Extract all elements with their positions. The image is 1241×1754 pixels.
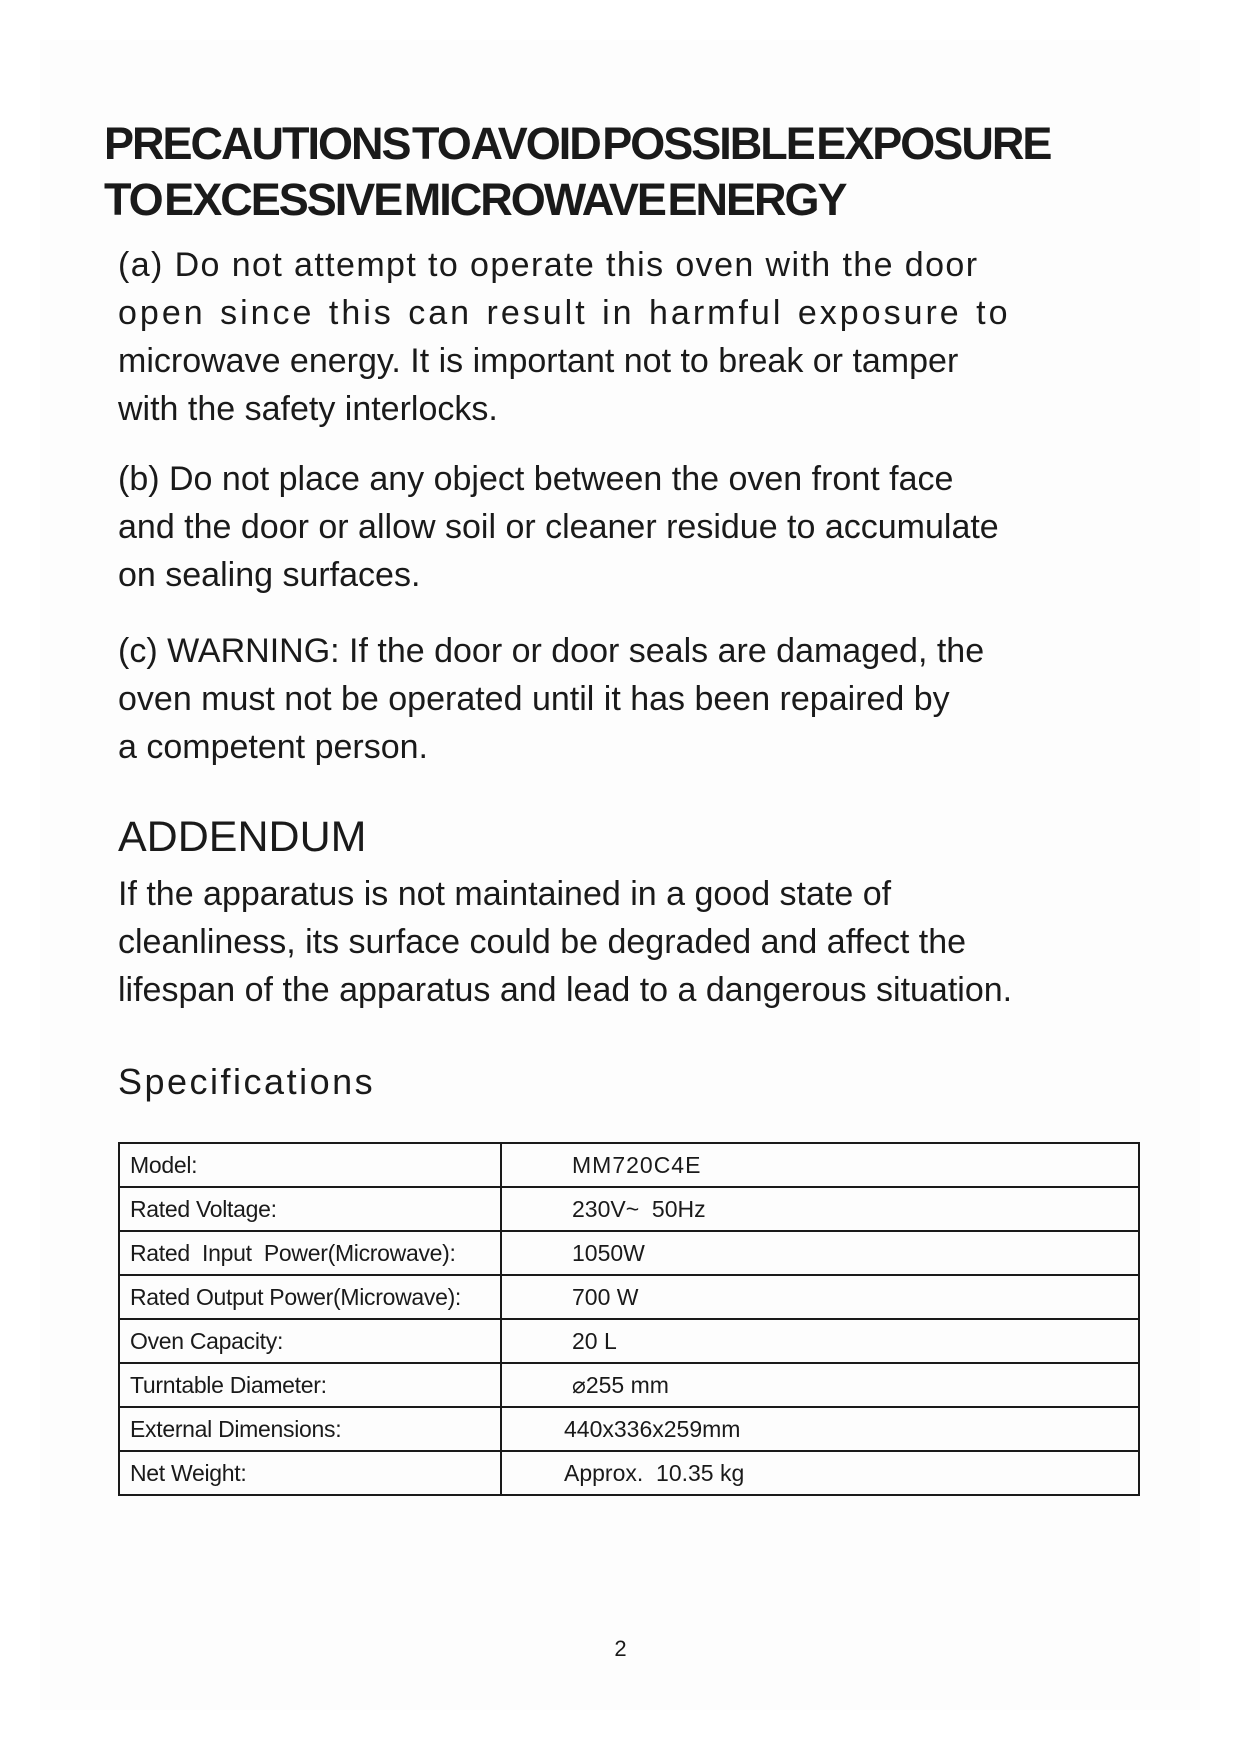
table-row — [119, 1407, 1139, 1451]
spec-label: Turntable Diameter: — [119, 1363, 501, 1407]
heading-line-2: TO EXCESSIVE MICROWAVE ENERGY — [104, 174, 846, 225]
table-row — [119, 1275, 1139, 1319]
spec-label: Net Weight: — [119, 1451, 501, 1495]
addendum-line: cleanliness, its surface could be degraded and affect the — [118, 923, 967, 961]
table-row — [119, 1451, 1139, 1495]
spec-value: 700 W — [501, 1275, 1139, 1319]
addendum-line: If the apparatus is not maintained in a good state of — [118, 875, 892, 913]
precaution-a-line: microwave energy. It is important not to break or tamper — [118, 342, 959, 380]
precaution-a-line: open since this can result in harmful exposure to — [118, 294, 1011, 332]
spec-label: Rated Input Power(Microwave): — [119, 1231, 501, 1275]
spec-value: MM720C4E — [501, 1143, 1139, 1187]
spec-label: Rated Voltage: — [119, 1187, 501, 1231]
specifications-table — [118, 1142, 1140, 1496]
precaution-c-warning — [118, 627, 984, 771]
spec-value: ⌀255 mm — [501, 1363, 1139, 1407]
precaution-a-line: (a) Do not attempt to operate this oven with the door — [118, 246, 979, 284]
spec-value: 20 L — [501, 1319, 1139, 1363]
addendum-title: ADDENDUM — [118, 813, 367, 861]
spec-label: Rated Output Power(Microwave): — [119, 1275, 501, 1319]
table-row — [119, 1363, 1139, 1407]
table-row — [119, 1319, 1139, 1363]
addendum-text — [118, 870, 1012, 1014]
spec-label: External Dimensions: — [119, 1407, 501, 1451]
table-row — [119, 1143, 1139, 1187]
spec-value: 1050W — [501, 1231, 1139, 1275]
spec-label: Oven Capacity: — [119, 1319, 501, 1363]
page-number: 2 — [614, 1636, 627, 1661]
precaution-a-line: with the safety interlocks. — [118, 390, 498, 428]
precaution-c-line: oven must not be operated until it has been repaired by — [118, 680, 950, 718]
spec-label: Model: — [119, 1143, 501, 1187]
precaution-c-line: a competent person. — [118, 728, 428, 766]
precaution-b-line: on sealing surfaces. — [118, 556, 421, 594]
heading-line-1: PRECAUTIONS TO AVOID POSSIBLE EXPOSURE — [104, 118, 1051, 169]
precaution-b — [118, 455, 999, 599]
precautions-heading — [104, 116, 1050, 228]
table-row — [119, 1187, 1139, 1231]
precaution-c-line: (c) WARNING: If the door or door seals are damaged, the — [118, 632, 985, 670]
addendum-line: lifespan of the apparatus and lead to a dangerous situation. — [118, 971, 1013, 1009]
precaution-b-line: and the door or allow soil or cleaner residue to accumulate — [118, 508, 999, 546]
specifications-title: Specifications — [118, 1061, 376, 1102]
spec-value: 230V~ 50Hz — [501, 1187, 1139, 1231]
precaution-a — [118, 241, 1011, 433]
table-row — [119, 1231, 1139, 1275]
spec-value: 440x336x259mm — [501, 1407, 1139, 1451]
spec-value: Approx. 10.35 kg — [501, 1451, 1139, 1495]
precaution-b-line: (b) Do not place any object between the oven front face — [118, 460, 954, 498]
